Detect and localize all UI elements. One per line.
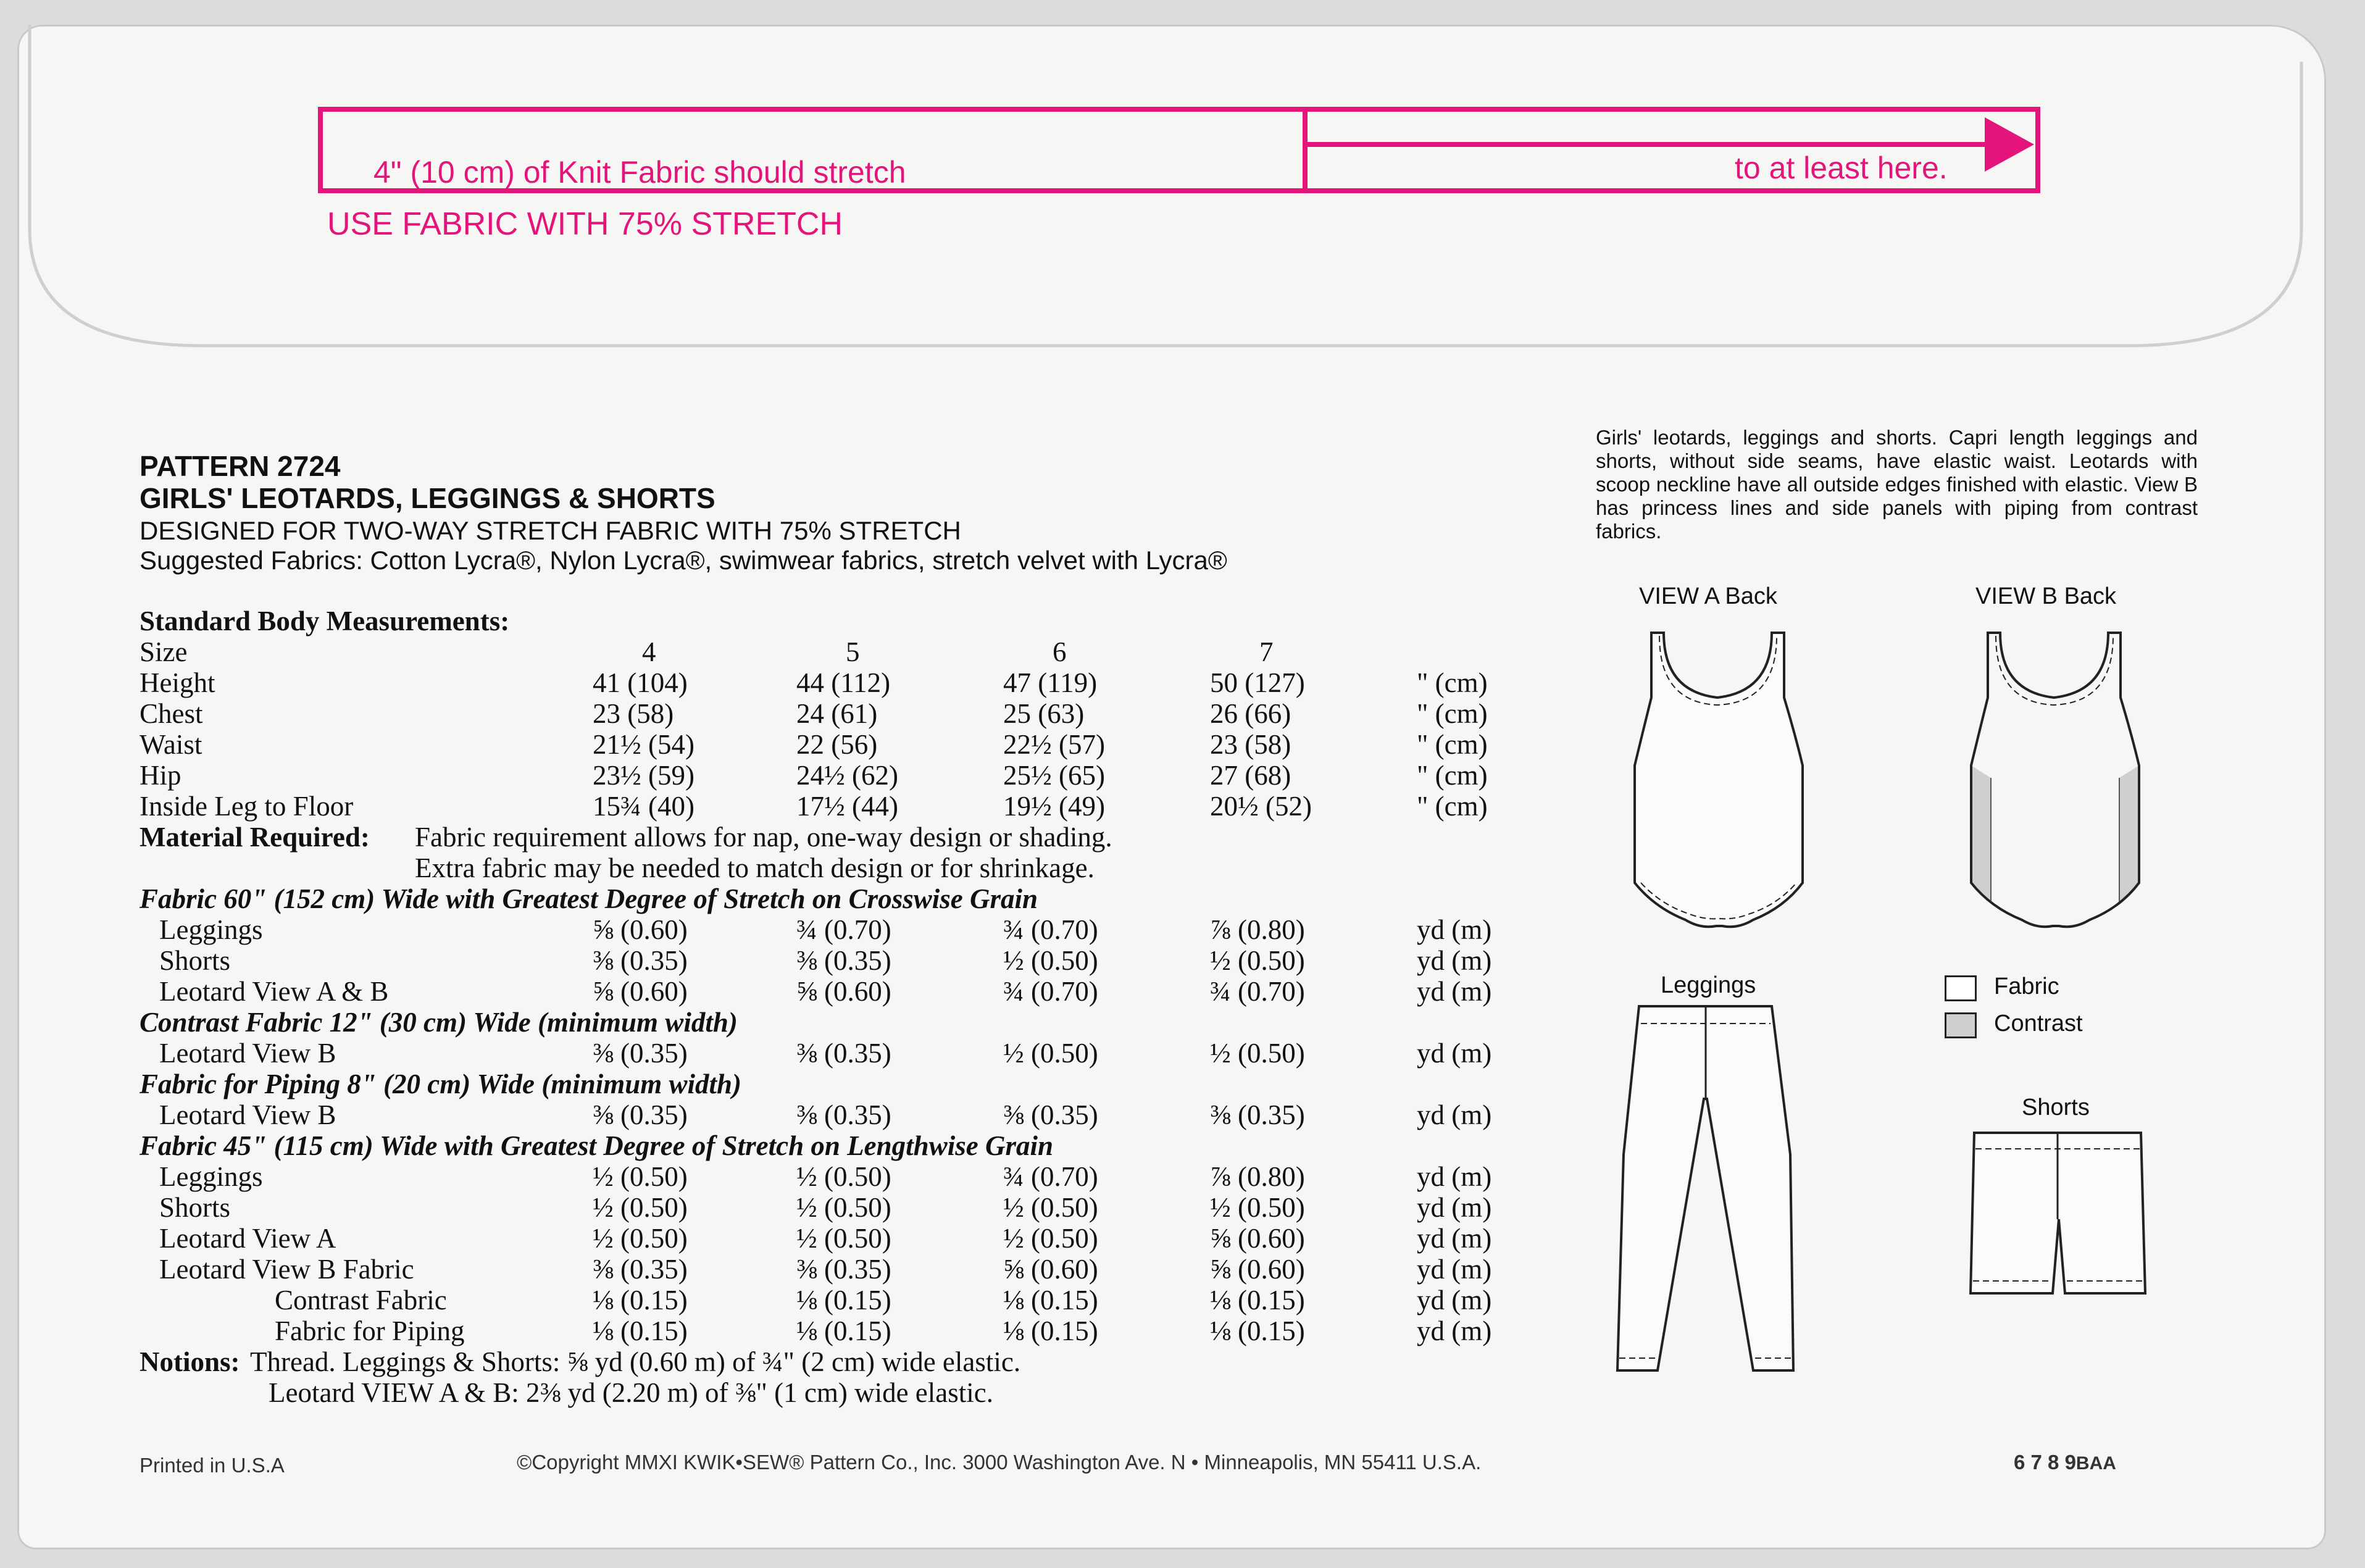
- measurement-value: 17½ (44): [796, 791, 898, 822]
- fabric-row-value: ⅛ (0.15): [796, 1316, 891, 1346]
- measurement-value: 22½ (57): [1003, 729, 1105, 760]
- measurement-unit: " (cm): [1417, 791, 1488, 822]
- fabric-row-value: ⅛ (0.15): [1210, 1316, 1305, 1346]
- shorts-drawing: [1957, 1127, 2154, 1312]
- fabric-row-unit: yd (m): [1417, 1316, 1492, 1346]
- measurement-label: Hip: [140, 760, 181, 791]
- code-digits: 6 7 8 9: [2014, 1451, 2076, 1474]
- notions-line-2: Leotard VIEW A & B: 2⅜ yd (2.20 m) of ⅜" (1 cm) wide elastic.: [269, 1377, 993, 1408]
- notions-line-1: Thread. Leggings & Shorts: ⅝ yd (0.60 m) of ¾" (2 cm) wide elastic.: [250, 1346, 1021, 1377]
- measurement-unit: " (cm): [1417, 698, 1488, 729]
- size-header: 4: [642, 636, 656, 667]
- fabric-row-value: ¾ (0.70): [796, 914, 891, 945]
- measurement-value: 44 (112): [796, 667, 891, 698]
- measurement-value: 24½ (62): [796, 760, 898, 791]
- fabric-row-value: ½ (0.50): [1003, 945, 1098, 976]
- leggings-label: Leggings: [1661, 972, 1756, 998]
- measurement-unit: " (cm): [1417, 729, 1488, 760]
- fabric-row-value: ¾ (0.70): [1003, 914, 1098, 945]
- fabric-row-label: Leotard View B: [159, 1038, 336, 1069]
- measurement-label: Waist: [140, 729, 202, 760]
- fabric-row-label: Leggings: [159, 1161, 263, 1192]
- fabric-row-value: ⅝ (0.60): [1210, 1254, 1305, 1285]
- size-header: 5: [846, 636, 860, 667]
- fabric-row-value: ½ (0.50): [1210, 945, 1305, 976]
- pattern-number: PATTERN 2724: [140, 450, 341, 482]
- fabric-row-value: ⅜ (0.35): [593, 1038, 688, 1069]
- leotard-view-b-drawing: [1954, 623, 2151, 932]
- measurement-value: 25½ (65): [1003, 760, 1105, 791]
- notions-label: Notions:: [140, 1346, 240, 1377]
- leotard-view-a-drawing: [1617, 623, 1815, 932]
- fabric-row-unit: yd (m): [1417, 914, 1492, 945]
- measurement-value: 22 (56): [796, 729, 878, 760]
- copyright: ©Copyright MMXI KWIK•SEW® Pattern Co., Inc. 3000 Washington Ave. N • Minneapolis, MN 55411 U.S.A.: [517, 1451, 1482, 1474]
- size-header: 7: [1259, 636, 1274, 667]
- fabric-row-value: ⅞ (0.80): [1210, 1161, 1305, 1192]
- fabric-row-value: ⅜ (0.35): [796, 1038, 891, 1069]
- fabric-row-label: Shorts: [159, 1192, 231, 1223]
- fabric-row-value: ⅜ (0.35): [593, 1099, 688, 1130]
- fabric-row-value: ⅜ (0.35): [593, 945, 688, 976]
- measurement-unit: " (cm): [1417, 760, 1488, 791]
- shorts-label: Shorts: [2022, 1095, 2090, 1120]
- fabric-row-value: ½ (0.50): [593, 1161, 688, 1192]
- measurement-value: 27 (68): [1210, 760, 1291, 791]
- measurement-value: 19½ (49): [1003, 791, 1105, 822]
- measurement-value: 23 (58): [593, 698, 674, 729]
- legend-contrast-label: Contrast: [1994, 1011, 2083, 1036]
- fabric-row-label: Leotard View A: [159, 1223, 336, 1254]
- fabric-section-heading: Fabric 45" (115 cm) Wide with Greatest Degree of Stretch on Lengthwise Grain: [140, 1130, 1053, 1161]
- measurements-heading: Standard Body Measurements:: [140, 606, 510, 636]
- fabric-row-unit: yd (m): [1417, 1254, 1492, 1285]
- legend-fabric-label: Fabric: [1994, 974, 2059, 999]
- fabric-row-label: Leggings: [159, 914, 263, 945]
- fabric-row-value: ¾ (0.70): [1210, 976, 1305, 1007]
- printed-in: Printed in U.S.A: [140, 1454, 285, 1477]
- fabric-row-label: Contrast Fabric: [275, 1285, 447, 1316]
- fabric-row-unit: yd (m): [1417, 1285, 1492, 1316]
- fabric-row-value: ½ (0.50): [796, 1223, 891, 1254]
- fabric-row-value: ⅜ (0.35): [1210, 1099, 1305, 1130]
- measurement-value: 15¾ (40): [593, 791, 694, 822]
- stretch-arrow-icon: [1985, 117, 2034, 172]
- fabric-row-value: ½ (0.50): [796, 1161, 891, 1192]
- view-a-label: VIEW A Back: [1639, 583, 1777, 609]
- stretch-note: USE FABRIC WITH 75% STRETCH: [327, 206, 843, 242]
- fabric-row-value: ½ (0.50): [1210, 1038, 1305, 1069]
- measurement-label: Inside Leg to Floor: [140, 791, 354, 822]
- fabric-row-value: ⅛ (0.15): [593, 1316, 688, 1346]
- fabric-row-unit: yd (m): [1417, 1038, 1492, 1069]
- measurement-unit: " (cm): [1417, 667, 1488, 698]
- fabric-row-unit: yd (m): [1417, 1099, 1492, 1130]
- fabric-row-value: ½ (0.50): [593, 1192, 688, 1223]
- code-letters: BAA: [2075, 1453, 2116, 1474]
- measurement-label: Chest: [140, 698, 203, 729]
- fabric-row-value: ⅛ (0.15): [593, 1285, 688, 1316]
- fabric-section-heading: Fabric for Piping 8" (20 cm) Wide (minimum width): [140, 1069, 742, 1099]
- suggested-fabrics: Suggested Fabrics: Cotton Lycra®, Nylon Lycra®, swimwear fabrics, stretch velvet with Lycra®: [140, 546, 1227, 575]
- fabric-row-value: ⅛ (0.15): [1003, 1316, 1098, 1346]
- fabric-row-unit: yd (m): [1417, 976, 1492, 1007]
- fabric-row-value: ⅝ (0.60): [1003, 1254, 1098, 1285]
- measurement-value: 50 (127): [1210, 667, 1305, 698]
- measurement-value: 23½ (59): [593, 760, 694, 791]
- fabric-row-value: ⅝ (0.60): [593, 976, 688, 1007]
- fabric-row-label: Shorts: [159, 945, 231, 976]
- material-line-2: Extra fabric may be needed to match design or for shrinkage.: [415, 853, 1095, 883]
- fabric-row-value: ⅝ (0.60): [796, 976, 891, 1007]
- material-line-1: Fabric requirement allows for nap, one-way design or shading.: [415, 822, 1112, 853]
- legend-contrast-swatch: [1945, 1012, 1977, 1038]
- fabric-row-value: ⅞ (0.80): [1210, 914, 1305, 945]
- envelope-flap-outline: [17, 25, 2326, 370]
- fabric-row-value: ¾ (0.70): [1003, 976, 1098, 1007]
- fabric-row-value: ⅛ (0.15): [1210, 1285, 1305, 1316]
- leggings-drawing: [1580, 1000, 1827, 1383]
- measurement-value: 24 (61): [796, 698, 878, 729]
- fabric-row-value: ½ (0.50): [1003, 1038, 1098, 1069]
- fabric-row-unit: yd (m): [1417, 945, 1492, 976]
- fabric-row-value: ¾ (0.70): [1003, 1161, 1098, 1192]
- fabric-row-value: ⅜ (0.35): [593, 1254, 688, 1285]
- fabric-row-unit: yd (m): [1417, 1223, 1492, 1254]
- measurement-value: 47 (119): [1003, 667, 1098, 698]
- measurement-label: Height: [140, 667, 215, 698]
- pattern-title: GIRLS' LEOTARDS, LEGGINGS & SHORTS: [140, 482, 715, 514]
- fabric-row-value: ⅜ (0.35): [796, 1254, 891, 1285]
- fabric-row-label: Fabric for Piping: [275, 1316, 465, 1346]
- stretch-arrow-line: [1308, 142, 1987, 147]
- fabric-row-value: ⅜ (0.35): [796, 1099, 891, 1130]
- material-label: Material Required:: [140, 822, 370, 853]
- fabric-row-value: ½ (0.50): [1003, 1223, 1098, 1254]
- stretch-guide-divider: [1303, 107, 1308, 193]
- fabric-row-value: ½ (0.50): [1003, 1192, 1098, 1223]
- measurement-value: 23 (58): [1210, 729, 1291, 760]
- fabric-row-value: ½ (0.50): [1210, 1192, 1305, 1223]
- stretch-guide-right-text: to at least here.: [1735, 151, 1948, 185]
- fabric-row-value: ⅜ (0.35): [1003, 1099, 1098, 1130]
- fabric-row-label: Leotard View B: [159, 1099, 336, 1130]
- legend-fabric-swatch: [1945, 975, 1977, 1001]
- measurement-value: 20½ (52): [1210, 791, 1312, 822]
- fabric-row-value: ⅜ (0.35): [796, 945, 891, 976]
- measurement-value: 26 (66): [1210, 698, 1291, 729]
- pattern-subtitle: DESIGNED FOR TWO-WAY STRETCH FABRIC WITH 75% STRETCH: [140, 516, 961, 545]
- fabric-row-label: Leotard View A & B: [159, 976, 389, 1007]
- measurement-value: 41 (104): [593, 667, 688, 698]
- measurement-value: 25 (63): [1003, 698, 1085, 729]
- fabric-row-unit: yd (m): [1417, 1161, 1492, 1192]
- fabric-row-label: Leotard View B Fabric: [159, 1254, 414, 1285]
- fabric-row-unit: yd (m): [1417, 1192, 1492, 1223]
- measurement-value: 21½ (54): [593, 729, 694, 760]
- fabric-row-value: ⅛ (0.15): [1003, 1285, 1098, 1316]
- fabric-row-value: ½ (0.50): [796, 1192, 891, 1223]
- fabric-row-value: ½ (0.50): [593, 1223, 688, 1254]
- view-b-label: VIEW B Back: [1975, 583, 2117, 609]
- pattern-description: Girls' leotards, leggings and shorts. Capri length leggings and shorts, without side seams, have elastic waist. Leotards with scoop neckline have all outside edges finished with elastic. View B has princess lines and side panels with piping from contrast fabrics.: [1596, 426, 2198, 543]
- size-header: 6: [1053, 636, 1067, 667]
- fabric-row-value: ⅛ (0.15): [796, 1285, 891, 1316]
- fabric-section-heading: Fabric 60" (152 cm) Wide with Greatest Degree of Stretch on Crosswise Grain: [140, 883, 1038, 914]
- size-label: Size: [140, 636, 188, 667]
- fabric-section-heading: Contrast Fabric 12" (30 cm) Wide (minimum width): [140, 1007, 738, 1038]
- stretch-guide-left-text: 4" (10 cm) of Knit Fabric should stretch: [373, 155, 906, 190]
- fabric-row-value: ⅝ (0.60): [593, 914, 688, 945]
- fabric-row-value: ⅝ (0.60): [1210, 1223, 1305, 1254]
